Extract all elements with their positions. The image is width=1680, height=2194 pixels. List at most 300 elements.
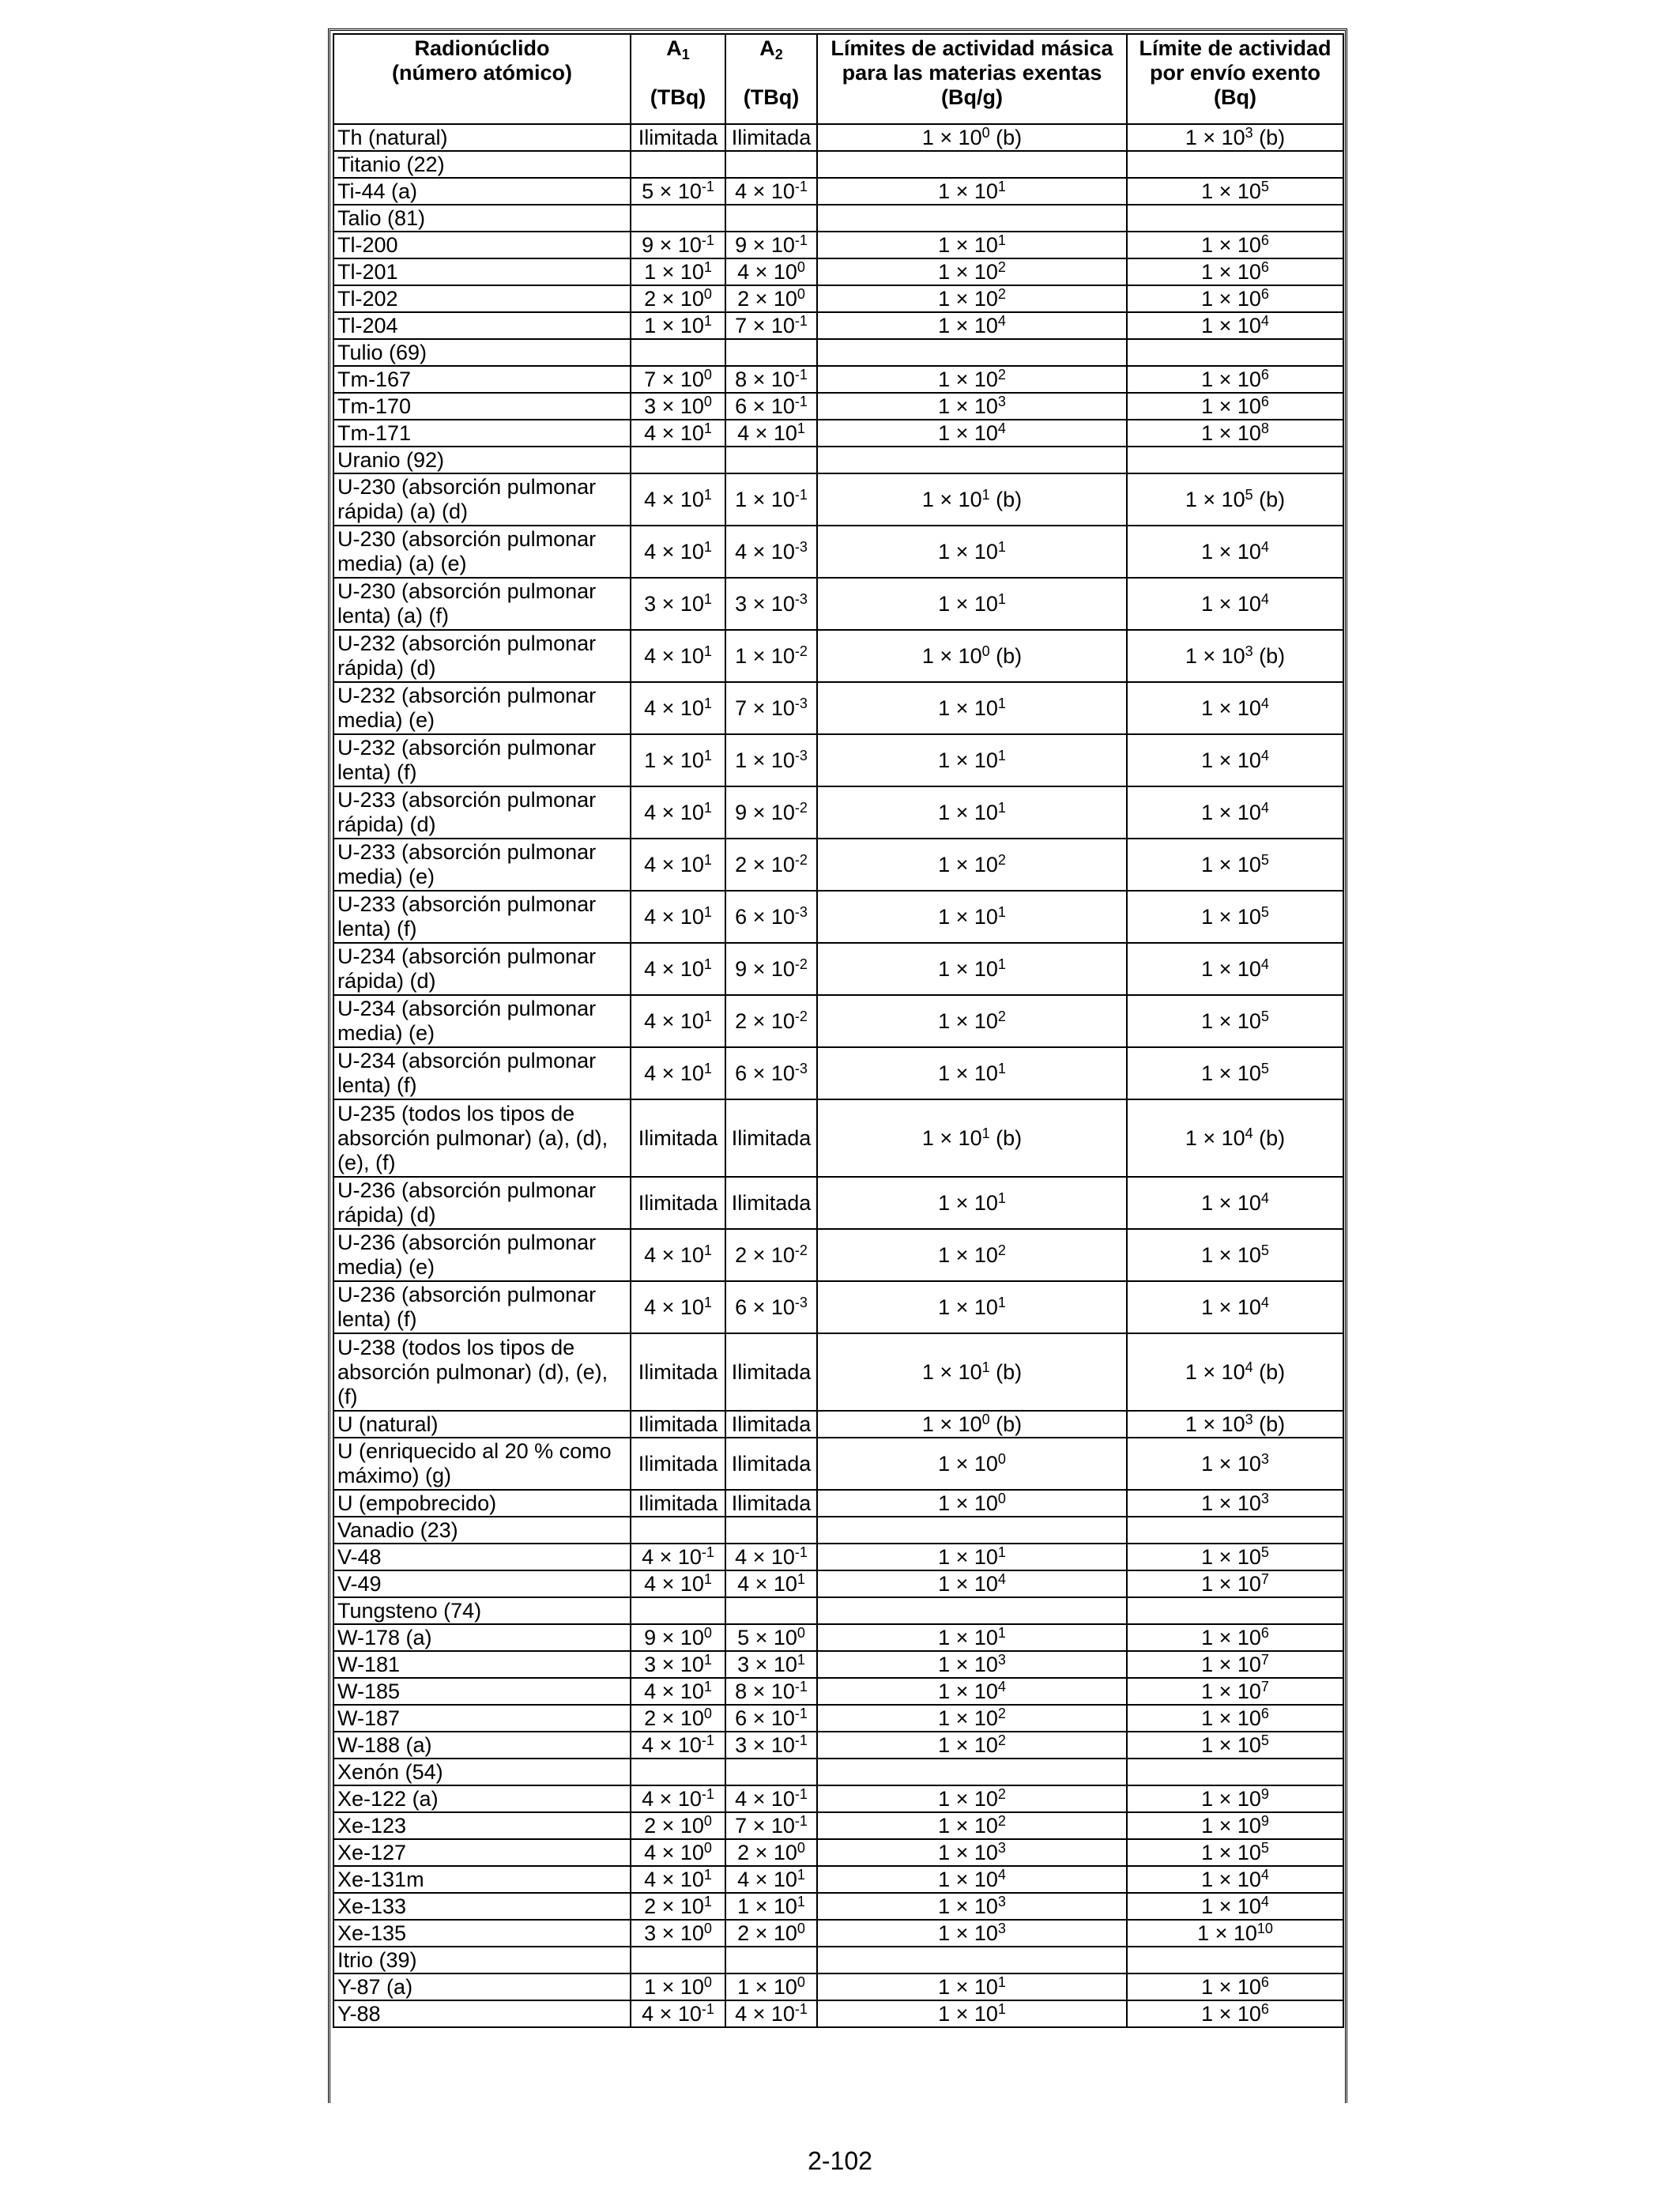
cell-mass-limit: $1 \times 10^3$ (817, 1920, 1127, 1947)
cell-a1: $5 \times 10^{-1}$ (631, 178, 725, 205)
cell-a1: $4 \times 10^1$ (631, 1229, 725, 1281)
table-row (333, 1785, 1343, 1812)
cell-consignment-limit: $1 \times 10^4$ (1127, 526, 1343, 578)
table-row (333, 943, 1343, 995)
cell-radionuclide: W-181 (333, 1651, 631, 1678)
cell-a2: $1 \times 10^{-3}$ (725, 734, 817, 786)
cell-mass-limit: $1 \times 10^1$ (817, 1177, 1127, 1229)
cell-a2: $7 \times 10^{-1}$ (725, 312, 817, 339)
cell-radionuclide: Xe-135 (333, 1920, 631, 1947)
cell-radionuclide: Talio (81) (333, 205, 631, 232)
table-row (333, 312, 1343, 339)
cell-consignment-limit: $1 \times 10^8$ (1127, 420, 1343, 447)
cell-radionuclide: U-234 (absorción pulmonar lenta) (f) (333, 1047, 631, 1099)
cell-a1: $9 \times 10^{-1}$ (631, 232, 725, 258)
cell-radionuclide: U-233 (absorción pulmonar rápida) (d) (333, 786, 631, 839)
table-row (333, 1624, 1343, 1651)
cell-a2: $4 \times 10^{-1}$ (725, 1785, 817, 1812)
table-row (333, 393, 1343, 420)
cell-mass-limit: $1 \times 10^1$ (817, 1973, 1127, 2000)
cell-a2: $4 \times 10^{-1}$ (725, 2000, 817, 2027)
cell-mass-limit: $1 \times 10^3$ (817, 1839, 1127, 1866)
cell-mass-limit: $1 \times 10^2$ (817, 1705, 1127, 1732)
cell-a2: $4 \times 10^{-3}$ (725, 526, 817, 578)
cell-a2: $4 \times 10^1$ (725, 1866, 817, 1893)
cell-consignment-limit: $1 \times 10^9$ (1127, 1812, 1343, 1839)
table-row (333, 1651, 1343, 1678)
cell-mass-limit: $1 \times 10^1$ (b) (817, 1099, 1127, 1177)
cell-a2: $1 \times 10^{-2}$ (725, 630, 817, 682)
cell-consignment-limit: $1 \times 10^4$ (1127, 786, 1343, 839)
cell-a1: $1 \times 10^1$ (631, 734, 725, 786)
cell-mass-limit: $1 \times 10^1$ (817, 526, 1127, 578)
cell-radionuclide: Titanio (22) (333, 151, 631, 178)
table-row (333, 1047, 1343, 1099)
cell-consignment-limit: $1 \times 10^7$ (1127, 1570, 1343, 1597)
cell-a2 (725, 1597, 817, 1624)
cell-consignment-limit: $1 \times 10^4$ (1127, 1177, 1343, 1229)
table-row (333, 682, 1343, 734)
table-row (333, 1920, 1343, 1947)
cell-radionuclide: Tm-170 (333, 393, 631, 420)
table-row (333, 1438, 1343, 1490)
cell-a2: $7 \times 10^{-3}$ (725, 682, 817, 734)
cell-a2: $2 \times 10^0$ (725, 1920, 817, 1947)
cell-radionuclide: U-236 (absorción pulmonar rápida) (d) (333, 1177, 631, 1229)
cell-consignment-limit: $1 \times 10^4$ (1127, 943, 1343, 995)
cell-a2: Ilimitada (725, 1333, 817, 1411)
cell-mass-limit: $1 \times 10^1$ (817, 578, 1127, 630)
cell-a2: $3 \times 10^1$ (725, 1651, 817, 1678)
cell-a1 (631, 1517, 725, 1544)
cell-a1 (631, 1947, 725, 1973)
cell-radionuclide: U-236 (absorción pulmonar lenta) (f) (333, 1281, 631, 1333)
cell-consignment-limit (1127, 1947, 1343, 1973)
cell-mass-limit: $1 \times 10^0$ (b) (817, 124, 1127, 151)
cell-consignment-limit: $1 \times 10^{10}$ (1127, 1920, 1343, 1947)
cell-a2: $1 \times 10^{-1}$ (725, 473, 817, 526)
cell-a1: Ilimitada (631, 1333, 725, 1411)
cell-radionuclide: U-230 (absorción pulmonar media) (a) (e) (333, 526, 631, 578)
cell-mass-limit: $1 \times 10^0$ (b) (817, 630, 1127, 682)
table-row (333, 1732, 1343, 1759)
cell-mass-limit: $1 \times 10^1$ (b) (817, 1333, 1127, 1411)
cell-a1: $3 \times 10^0$ (631, 393, 725, 420)
cell-a1: $4 \times 10^1$ (631, 891, 725, 943)
cell-radionuclide: U-236 (absorción pulmonar media) (e) (333, 1229, 631, 1281)
cell-a1: Ilimitada (631, 1177, 725, 1229)
table-row (333, 366, 1343, 393)
table-row (333, 420, 1343, 447)
cell-a1: $4 \times 10^1$ (631, 1047, 725, 1099)
cell-mass-limit: $1 \times 10^0$ (817, 1490, 1127, 1517)
cell-consignment-limit: $1 \times 10^4$ (1127, 682, 1343, 734)
cell-a1: $4 \times 10^1$ (631, 995, 725, 1047)
table-row (333, 1866, 1343, 1893)
cell-mass-limit: $1 \times 10^1$ (817, 734, 1127, 786)
cell-a1: $4 \times 10^0$ (631, 1839, 725, 1866)
cell-a2: Ilimitada (725, 1490, 817, 1517)
cell-consignment-limit: $1 \times 10^5$ (1127, 1047, 1343, 1099)
table-row (333, 232, 1343, 258)
cell-mass-limit (817, 1759, 1127, 1785)
cell-a2: $9 \times 10^{-2}$ (725, 786, 817, 839)
table-row (333, 578, 1343, 630)
cell-a1: Ilimitada (631, 1438, 725, 1490)
cell-radionuclide: Tungsteno (74) (333, 1597, 631, 1624)
cell-a2: $6 \times 10^{-3}$ (725, 1281, 817, 1333)
cell-consignment-limit: $1 \times 10^5$ (1127, 1839, 1343, 1866)
cell-consignment-limit: $1 \times 10^4$ (1127, 1281, 1343, 1333)
table-row (333, 1490, 1343, 1517)
cell-a1: $1 \times 10^0$ (631, 1973, 725, 2000)
radionuclide-table (333, 33, 1344, 2028)
cell-consignment-limit: $1 \times 10^4$ (1127, 578, 1343, 630)
cell-radionuclide: U-233 (absorción pulmonar media) (e) (333, 839, 631, 891)
cell-a2: $8 \times 10^{-1}$ (725, 366, 817, 393)
table-row (333, 1893, 1343, 1920)
table-row (333, 1678, 1343, 1705)
cell-mass-limit (817, 205, 1127, 232)
cell-a2: $2 \times 10^0$ (725, 1839, 817, 1866)
cell-mass-limit: $1 \times 10^0$ (817, 1438, 1127, 1490)
cell-a2: $2 \times 10^0$ (725, 285, 817, 312)
cell-a1: $1 \times 10^1$ (631, 258, 725, 285)
cell-a2: Ilimitada (725, 1099, 817, 1177)
cell-mass-limit (817, 1597, 1127, 1624)
cell-consignment-limit (1127, 151, 1343, 178)
cell-mass-limit: $1 \times 10^4$ (817, 1678, 1127, 1705)
cell-consignment-limit: $1 \times 10^7$ (1127, 1678, 1343, 1705)
cell-a2: $2 \times 10^{-2}$ (725, 839, 817, 891)
cell-consignment-limit: $1 \times 10^6$ (1127, 1705, 1343, 1732)
cell-a2: $1 \times 10^1$ (725, 1893, 817, 1920)
cell-radionuclide: V-48 (333, 1544, 631, 1570)
cell-mass-limit (817, 1947, 1127, 1973)
cell-radionuclide: U (natural) (333, 1411, 631, 1438)
cell-a1: $3 \times 10^1$ (631, 578, 725, 630)
cell-a1: $4 \times 10^{-1}$ (631, 1544, 725, 1570)
cell-radionuclide: U-232 (absorción pulmonar media) (e) (333, 682, 631, 734)
cell-consignment-limit: $1 \times 10^4$ (b) (1127, 1333, 1343, 1411)
header-consignment-limit: Límite de actividad por envío exento (Bq) (1127, 34, 1343, 124)
cell-radionuclide: Xenón (54) (333, 1759, 631, 1785)
cell-radionuclide: Tl-204 (333, 312, 631, 339)
header-radionuclide: Radionúclido (número atómico) (333, 34, 631, 124)
cell-mass-limit: $1 \times 10^2$ (817, 285, 1127, 312)
cell-a1: $9 \times 10^0$ (631, 1624, 725, 1651)
cell-a1: $4 \times 10^1$ (631, 630, 725, 682)
cell-a2: $3 \times 10^{-3}$ (725, 578, 817, 630)
cell-consignment-limit: $1 \times 10^5$ (b) (1127, 473, 1343, 526)
table-row (333, 839, 1343, 891)
cell-a2: $6 \times 10^{-3}$ (725, 1047, 817, 1099)
cell-consignment-limit: $1 \times 10^5$ (1127, 1544, 1343, 1570)
cell-mass-limit: $1 \times 10^3$ (817, 393, 1127, 420)
cell-consignment-limit: $1 \times 10^5$ (1127, 178, 1343, 205)
cell-radionuclide: Xe-127 (333, 1839, 631, 1866)
cell-a1: $7 \times 10^0$ (631, 366, 725, 393)
cell-radionuclide: Xe-122 (a) (333, 1785, 631, 1812)
cell-radionuclide: U-230 (absorción pulmonar lenta) (a) (f) (333, 578, 631, 630)
cell-a2: $5 \times 10^0$ (725, 1624, 817, 1651)
cell-mass-limit: $1 \times 10^2$ (817, 839, 1127, 891)
cell-a2: Ilimitada (725, 1177, 817, 1229)
table-header-row (333, 34, 1343, 124)
cell-mass-limit: $1 \times 10^3$ (817, 1893, 1127, 1920)
cell-consignment-limit (1127, 1517, 1343, 1544)
cell-a2: Ilimitada (725, 1438, 817, 1490)
cell-a2 (725, 1517, 817, 1544)
cell-a1: $4 \times 10^1$ (631, 473, 725, 526)
table-row (333, 1759, 1343, 1785)
cell-a1: Ilimitada (631, 1411, 725, 1438)
cell-radionuclide: Tm-167 (333, 366, 631, 393)
table-row (333, 1597, 1343, 1624)
cell-mass-limit (817, 447, 1127, 473)
table-row (333, 1812, 1343, 1839)
cell-a1: $4 \times 10^1$ (631, 839, 725, 891)
cell-a1: $4 \times 10^{-1}$ (631, 1785, 725, 1812)
cell-a1: $2 \times 10^0$ (631, 1705, 725, 1732)
cell-radionuclide: U-233 (absorción pulmonar lenta) (f) (333, 891, 631, 943)
cell-consignment-limit: $1 \times 10^3$ (b) (1127, 1411, 1343, 1438)
cell-a1: $4 \times 10^1$ (631, 526, 725, 578)
cell-a2: $1 \times 10^0$ (725, 1973, 817, 2000)
cell-radionuclide: U-232 (absorción pulmonar lenta) (f) (333, 734, 631, 786)
table-row (333, 151, 1343, 178)
cell-mass-limit: $1 \times 10^1$ (817, 1624, 1127, 1651)
cell-a1: $2 \times 10^0$ (631, 285, 725, 312)
cell-a1: $2 \times 10^1$ (631, 1893, 725, 1920)
cell-mass-limit (817, 339, 1127, 366)
cell-radionuclide: Xe-131m (333, 1866, 631, 1893)
cell-a2 (725, 447, 817, 473)
cell-consignment-limit: $1 \times 10^4$ (1127, 1893, 1343, 1920)
cell-a1: $4 \times 10^{-1}$ (631, 1732, 725, 1759)
cell-consignment-limit (1127, 205, 1343, 232)
table-row (333, 339, 1343, 366)
cell-radionuclide: Vanadio (23) (333, 1517, 631, 1544)
cell-a1: $4 \times 10^1$ (631, 1570, 725, 1597)
table-row (333, 1333, 1343, 1411)
cell-radionuclide: U-234 (absorción pulmonar media) (e) (333, 995, 631, 1047)
cell-a2: $4 \times 10^0$ (725, 258, 817, 285)
cell-consignment-limit (1127, 447, 1343, 473)
cell-consignment-limit: $1 \times 10^6$ (1127, 285, 1343, 312)
cell-consignment-limit: $1 \times 10^5$ (1127, 995, 1343, 1047)
cell-mass-limit: $1 \times 10^4$ (817, 312, 1127, 339)
cell-a1 (631, 1597, 725, 1624)
table-row (333, 1544, 1343, 1570)
table-row (333, 1411, 1343, 1438)
cell-radionuclide: W-188 (a) (333, 1732, 631, 1759)
header-a1: $A_1$ (TBq) (631, 34, 725, 124)
cell-radionuclide: U-234 (absorción pulmonar rápida) (d) (333, 943, 631, 995)
cell-a1: Ilimitada (631, 1099, 725, 1177)
table-row (333, 447, 1343, 473)
table-row (333, 1973, 1343, 2000)
cell-consignment-limit: $1 \times 10^5$ (1127, 1732, 1343, 1759)
cell-a1: $4 \times 10^1$ (631, 1281, 725, 1333)
cell-consignment-limit: $1 \times 10^3$ (1127, 1438, 1343, 1490)
cell-a2 (725, 339, 817, 366)
header-mass-activity-limits: Límites de actividad másica para las materias exentas (Bq/g) (817, 34, 1127, 124)
cell-a2: $8 \times 10^{-1}$ (725, 1678, 817, 1705)
cell-mass-limit (817, 151, 1127, 178)
cell-mass-limit: $1 \times 10^1$ (817, 1544, 1127, 1570)
cell-consignment-limit: $1 \times 10^4$ (1127, 1866, 1343, 1893)
table-row (333, 995, 1343, 1047)
table-row (333, 1229, 1343, 1281)
cell-consignment-limit: $1 \times 10^7$ (1127, 1651, 1343, 1678)
cell-consignment-limit: $1 \times 10^6$ (1127, 232, 1343, 258)
cell-consignment-limit: $1 \times 10^6$ (1127, 2000, 1343, 2027)
table-row (333, 1839, 1343, 1866)
cell-mass-limit: $1 \times 10^1$ (817, 2000, 1127, 2027)
header-a2: $A_2$ (TBq) (725, 34, 817, 124)
cell-radionuclide: Xe-123 (333, 1812, 631, 1839)
cell-mass-limit: $1 \times 10^1$ (817, 232, 1127, 258)
cell-mass-limit: $1 \times 10^2$ (817, 366, 1127, 393)
table-row (333, 734, 1343, 786)
cell-a1: $4 \times 10^1$ (631, 682, 725, 734)
cell-a2: $2 \times 10^{-2}$ (725, 995, 817, 1047)
table-row (333, 2000, 1343, 2027)
cell-mass-limit: $1 \times 10^1$ (817, 1281, 1127, 1333)
cell-mass-limit: $1 \times 10^2$ (817, 1229, 1127, 1281)
table-row (333, 178, 1343, 205)
cell-a2: $4 \times 10^1$ (725, 420, 817, 447)
cell-mass-limit: $1 \times 10^1$ (817, 891, 1127, 943)
cell-radionuclide: Uranio (92) (333, 447, 631, 473)
cell-radionuclide: U-238 (todos los tipos de absorción pulmonar) (d), (e), (f) (333, 1333, 631, 1411)
cell-consignment-limit: $1 \times 10^3$ (b) (1127, 630, 1343, 682)
cell-radionuclide: W-187 (333, 1705, 631, 1732)
cell-radionuclide: Y-87 (a) (333, 1973, 631, 2000)
cell-a1 (631, 1759, 725, 1785)
table-row (333, 630, 1343, 682)
cell-radionuclide: V-49 (333, 1570, 631, 1597)
table-row (333, 1099, 1343, 1177)
cell-a2: $6 \times 10^{-1}$ (725, 393, 817, 420)
cell-a2: $7 \times 10^{-1}$ (725, 1812, 817, 1839)
cell-mass-limit: $1 \times 10^2$ (817, 1812, 1127, 1839)
cell-radionuclide: Tulio (69) (333, 339, 631, 366)
cell-mass-limit: $1 \times 10^3$ (817, 1651, 1127, 1678)
cell-radionuclide: Xe-133 (333, 1893, 631, 1920)
table-row (333, 1281, 1343, 1333)
cell-radionuclide: Tl-200 (333, 232, 631, 258)
cell-a2: $6 \times 10^{-3}$ (725, 891, 817, 943)
cell-radionuclide: Th (natural) (333, 124, 631, 151)
cell-consignment-limit: $1 \times 10^3$ (b) (1127, 124, 1343, 151)
table-row (333, 1570, 1343, 1597)
table-row (333, 1517, 1343, 1544)
cell-a2 (725, 1947, 817, 1973)
cell-consignment-limit: $1 \times 10^5$ (1127, 1229, 1343, 1281)
cell-consignment-limit: $1 \times 10^6$ (1127, 1624, 1343, 1651)
cell-a1: Ilimitada (631, 124, 725, 151)
cell-a1 (631, 447, 725, 473)
cell-consignment-limit (1127, 1759, 1343, 1785)
cell-consignment-limit: $1 \times 10^5$ (1127, 891, 1343, 943)
cell-radionuclide: W-178 (a) (333, 1624, 631, 1651)
page-number: 2-102 (808, 2147, 872, 2175)
table-row (333, 1177, 1343, 1229)
cell-consignment-limit (1127, 1597, 1343, 1624)
cell-mass-limit: $1 \times 10^1$ (817, 178, 1127, 205)
cell-radionuclide: Ti-44 (a) (333, 178, 631, 205)
table-row (333, 285, 1343, 312)
cell-a2: Ilimitada (725, 1411, 817, 1438)
cell-radionuclide: Tl-201 (333, 258, 631, 285)
cell-a1 (631, 205, 725, 232)
cell-radionuclide: U (empobrecido) (333, 1490, 631, 1517)
cell-radionuclide: W-185 (333, 1678, 631, 1705)
cell-radionuclide: Tm-171 (333, 420, 631, 447)
cell-mass-limit: $1 \times 10^4$ (817, 1570, 1127, 1597)
table-row (333, 526, 1343, 578)
cell-mass-limit: $1 \times 10^1$ (817, 943, 1127, 995)
cell-a1 (631, 339, 725, 366)
cell-mass-limit: $1 \times 10^2$ (817, 995, 1127, 1047)
cell-a1: $1 \times 10^1$ (631, 312, 725, 339)
cell-consignment-limit: $1 \times 10^5$ (1127, 839, 1343, 891)
cell-consignment-limit: $1 \times 10^4$ (1127, 734, 1343, 786)
cell-a2: $4 \times 10^{-1}$ (725, 1544, 817, 1570)
table-row (333, 258, 1343, 285)
cell-a2 (725, 1759, 817, 1785)
table-row (333, 473, 1343, 526)
cell-mass-limit: $1 \times 10^4$ (817, 1866, 1127, 1893)
cell-consignment-limit: $1 \times 10^9$ (1127, 1785, 1343, 1812)
table-row (333, 1947, 1343, 1973)
table-row (333, 891, 1343, 943)
cell-consignment-limit: $1 \times 10^6$ (1127, 393, 1343, 420)
table-row (333, 124, 1343, 151)
cell-a2: $4 \times 10^{-1}$ (725, 178, 817, 205)
table-row (333, 1705, 1343, 1732)
cell-a1: $4 \times 10^1$ (631, 786, 725, 839)
cell-a2: $3 \times 10^{-1}$ (725, 1732, 817, 1759)
cell-mass-limit (817, 1517, 1127, 1544)
cell-a2: $4 \times 10^1$ (725, 1570, 817, 1597)
table-row (333, 205, 1343, 232)
cell-consignment-limit: $1 \times 10^6$ (1127, 366, 1343, 393)
cell-consignment-limit: $1 \times 10^6$ (1127, 1973, 1343, 2000)
cell-mass-limit: $1 \times 10^1$ (817, 1047, 1127, 1099)
cell-mass-limit: $1 \times 10^0$ (b) (817, 1411, 1127, 1438)
cell-a2 (725, 205, 817, 232)
cell-a2: Ilimitada (725, 124, 817, 151)
cell-a1: $4 \times 10^1$ (631, 1866, 725, 1893)
cell-a1: $4 \times 10^1$ (631, 943, 725, 995)
cell-a1: $2 \times 10^0$ (631, 1812, 725, 1839)
cell-a2: $9 \times 10^{-2}$ (725, 943, 817, 995)
cell-consignment-limit: $1 \times 10^4$ (b) (1127, 1099, 1343, 1177)
cell-mass-limit: $1 \times 10^2$ (817, 1785, 1127, 1812)
cell-a1 (631, 151, 725, 178)
cell-a1: $4 \times 10^{-1}$ (631, 2000, 725, 2027)
cell-mass-limit: $1 \times 10^1$ (817, 682, 1127, 734)
cell-a1: $4 \times 10^1$ (631, 1678, 725, 1705)
cell-consignment-limit: $1 \times 10^6$ (1127, 258, 1343, 285)
cell-consignment-limit (1127, 339, 1343, 366)
cell-a2: $6 \times 10^{-1}$ (725, 1705, 817, 1732)
table-row (333, 786, 1343, 839)
cell-radionuclide: U-232 (absorción pulmonar rápida) (d) (333, 630, 631, 682)
